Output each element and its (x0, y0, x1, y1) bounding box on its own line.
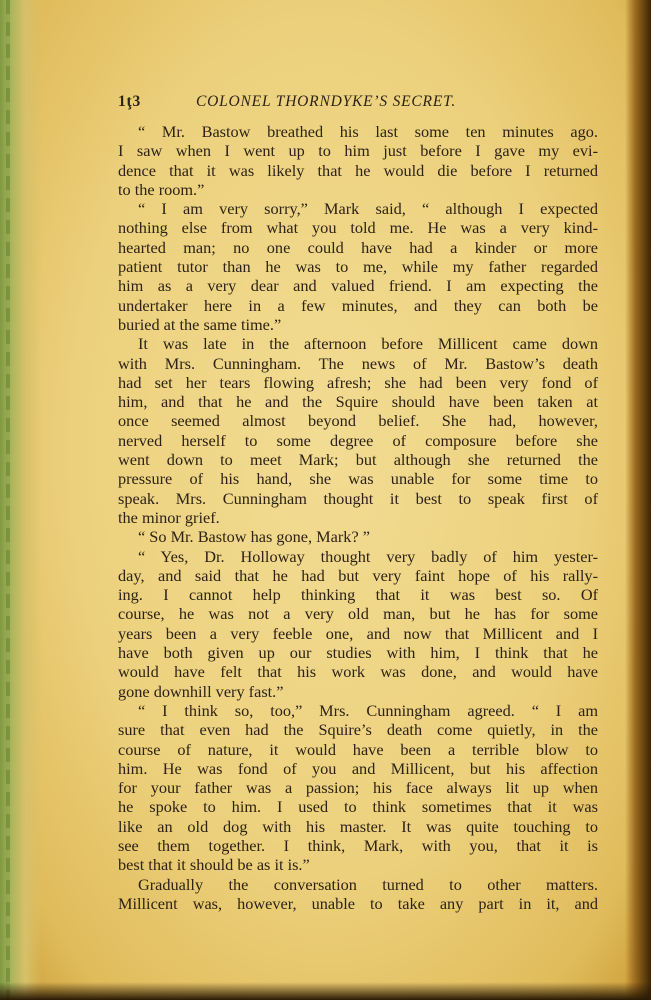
text-line: the minor grief. (118, 507, 220, 527)
text-line: dence that it was likely that he would die before I returned (118, 160, 598, 180)
text-line: ing. I cannot help thinking that it was best so. Of (118, 585, 598, 605)
page-bottom-edge (0, 982, 651, 1000)
page-text-block (118, 92, 598, 913)
text-line: “ I think so, too,” Mrs. Cunningham agreed. “ I am (138, 700, 598, 720)
text-line: hearted man; no one could have had a kinder or more (118, 237, 598, 257)
running-header (118, 92, 598, 122)
text-line: It was late in the afternoon before Millicent came down (138, 334, 598, 354)
text-line: went down to meet Mark; but although she returned the (118, 450, 598, 470)
text-line: had set her tears flowing afresh; she had been very fond of (118, 372, 598, 392)
text-line: like an old dog with his master. It was quite touching to (118, 816, 598, 836)
text-line: nerved herself to some degree of composure before she (118, 430, 598, 450)
text-line: pressure of his hand, she was unable for some time to (118, 469, 598, 489)
text-line: best that it should be as it is.” (118, 855, 310, 875)
text-line: him as a very dear and valued friend. I am expecting the (118, 276, 598, 296)
page-number: 1ţ3 (118, 93, 142, 110)
binding-stripe (6, 0, 10, 1000)
text-line: I saw when I went up to him just before I gave my evi- (118, 141, 598, 161)
text-line: to the room.” (118, 179, 205, 199)
text-line: have both given up our studies with him, I think that he (118, 643, 598, 663)
text-line: with Mrs. Cunningham. The news of Mr. Bastow’s death (118, 353, 598, 373)
text-line: nothing else from what you told me. He was a very kind- (118, 218, 598, 238)
text-line: course, he was not a very old man, but he has for some (118, 604, 598, 624)
text-line: gone downhill very fast.” (118, 681, 284, 701)
text-line: buried at the same time.” (118, 314, 282, 334)
text-line: for your father was a passion; his face always lit up when (118, 778, 598, 798)
text-line: “ Mr. Bastow breathed his last some ten minutes ago. (138, 122, 598, 141)
text-line: he spoke to him. I used to think sometimes that it was (118, 797, 598, 817)
text-line: him. He was fond of you and Millicent, but his affection (118, 758, 598, 778)
text-line: him, and that he and the Squire should have been taken at (118, 392, 598, 412)
text-line: Millicent was, however, unable to take any part in it, and (118, 893, 598, 913)
text-line: speak. Mrs. Cunningham thought it best to speak first of (118, 488, 598, 508)
text-line: course of nature, it would have been a terrible blow to (118, 739, 598, 759)
text-line: “ So Mr. Bastow has gone, Mark? ” (138, 527, 370, 547)
text-line: undertaker here in a few minutes, and they can both be (118, 295, 598, 315)
text-line: sure that even had the Squire’s death come quietly, in the (118, 720, 598, 740)
body-text (118, 122, 598, 913)
page-right-edge (625, 0, 651, 1000)
page-gutter (0, 0, 42, 1000)
text-line: “ Yes, Dr. Holloway thought very badly of him yester- (138, 546, 598, 566)
text-line: years been a very feeble one, and now that Millicent and I (118, 623, 598, 643)
running-title: COLONEL THORNDYKE’S SECRET. (196, 93, 457, 110)
text-line: see them together. I think, Mark, with you, that it is (118, 835, 598, 855)
text-line: once seemed almost beyond belief. She had, however, (118, 411, 598, 431)
text-line: “ I am very sorry,” Mark said, “ although I expected (138, 199, 598, 219)
text-line: would have felt that his work was done, and would have (118, 662, 598, 682)
text-line: patient tutor than he was to me, while my father regarded (118, 257, 598, 277)
text-line: Gradually the conversation turned to other matters. (138, 874, 598, 894)
text-line: day, and said that he had but very faint hope of his rally- (118, 565, 598, 585)
